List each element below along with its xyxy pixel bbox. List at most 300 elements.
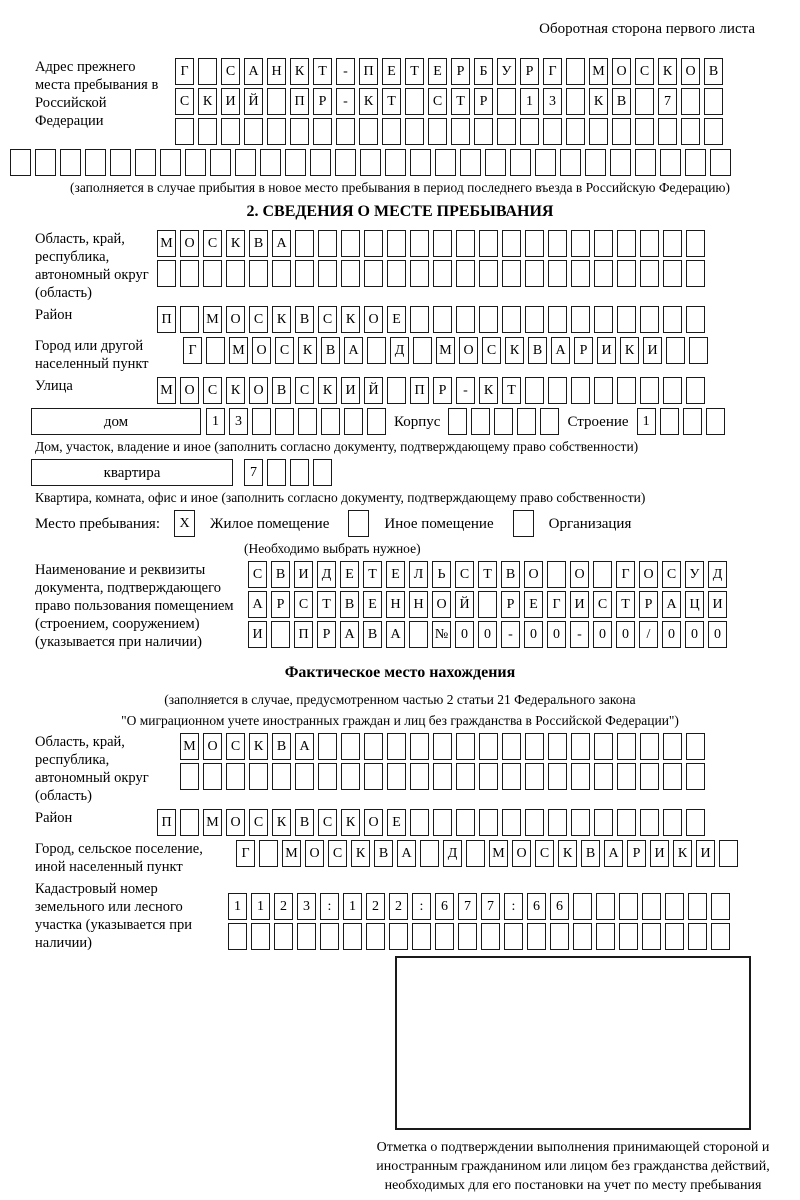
char-box[interactable] — [593, 561, 612, 588]
char-box[interactable] — [550, 923, 569, 950]
char-box[interactable] — [175, 118, 194, 145]
char-box[interactable]: 1 — [228, 893, 247, 920]
char-box[interactable]: О — [512, 840, 531, 867]
char-box[interactable] — [456, 230, 475, 257]
char-box[interactable]: Е — [340, 561, 359, 588]
char-box[interactable] — [320, 923, 339, 950]
char-box[interactable]: О — [364, 306, 383, 333]
char-box[interactable] — [420, 840, 439, 867]
char-box[interactable]: Т — [451, 88, 470, 115]
char-box[interactable]: А — [604, 840, 623, 867]
char-box[interactable]: 1 — [343, 893, 362, 920]
char-box[interactable] — [704, 88, 723, 115]
char-box[interactable]: Е — [428, 58, 447, 85]
char-box[interactable]: Г — [183, 337, 202, 364]
char-box[interactable]: И — [643, 337, 662, 364]
char-box[interactable] — [295, 230, 314, 257]
char-box[interactable] — [341, 763, 360, 790]
char-box[interactable] — [359, 118, 378, 145]
char-box[interactable] — [658, 118, 677, 145]
char-box[interactable]: 0 — [616, 621, 635, 648]
char-box[interactable] — [566, 58, 585, 85]
char-box[interactable]: И — [696, 840, 715, 867]
char-box[interactable] — [433, 260, 452, 287]
char-box[interactable]: М — [589, 58, 608, 85]
char-box[interactable]: К — [351, 840, 370, 867]
char-box[interactable] — [502, 809, 521, 836]
char-box[interactable] — [665, 923, 684, 950]
char-box[interactable]: П — [290, 88, 309, 115]
char-box[interactable] — [364, 733, 383, 760]
char-box[interactable] — [290, 459, 309, 486]
char-box[interactable] — [387, 733, 406, 760]
char-box[interactable] — [660, 408, 679, 435]
char-box[interactable] — [387, 763, 406, 790]
char-box[interactable]: : — [320, 893, 339, 920]
char-box[interactable]: С — [249, 809, 268, 836]
char-box[interactable]: Е — [387, 809, 406, 836]
char-box[interactable] — [660, 149, 681, 176]
char-box[interactable]: В — [272, 377, 291, 404]
char-box[interactable]: Е — [363, 591, 382, 618]
char-box[interactable]: С — [318, 306, 337, 333]
char-box[interactable] — [711, 923, 730, 950]
char-box[interactable]: О — [252, 337, 271, 364]
char-box[interactable] — [180, 260, 199, 287]
char-box[interactable] — [313, 118, 332, 145]
char-box[interactable] — [640, 809, 659, 836]
char-box[interactable] — [681, 118, 700, 145]
char-box[interactable] — [502, 763, 521, 790]
char-box[interactable] — [318, 763, 337, 790]
char-box[interactable] — [479, 763, 498, 790]
char-box[interactable]: П — [359, 58, 378, 85]
char-box[interactable]: Д — [390, 337, 409, 364]
char-box[interactable] — [448, 408, 467, 435]
char-box[interactable] — [573, 923, 592, 950]
char-box[interactable] — [456, 809, 475, 836]
char-box[interactable]: С — [226, 733, 245, 760]
char-box[interactable] — [525, 260, 544, 287]
char-box[interactable] — [527, 923, 546, 950]
char-box[interactable]: Р — [451, 58, 470, 85]
char-box[interactable]: А — [248, 591, 267, 618]
char-box[interactable] — [385, 149, 406, 176]
char-box[interactable]: 0 — [685, 621, 704, 648]
char-box[interactable] — [321, 408, 340, 435]
char-box[interactable]: Ц — [685, 591, 704, 618]
char-box[interactable] — [203, 260, 222, 287]
char-box[interactable] — [364, 763, 383, 790]
char-box[interactable] — [525, 306, 544, 333]
char-box[interactable] — [456, 763, 475, 790]
char-box[interactable] — [704, 118, 723, 145]
char-box[interactable]: В — [374, 840, 393, 867]
char-box[interactable] — [640, 733, 659, 760]
char-box[interactable] — [228, 923, 247, 950]
char-box[interactable]: Е — [524, 591, 543, 618]
char-box[interactable]: 0 — [662, 621, 681, 648]
char-box[interactable]: 3 — [229, 408, 248, 435]
char-box[interactable] — [451, 118, 470, 145]
char-box[interactable] — [456, 306, 475, 333]
char-box[interactable] — [525, 763, 544, 790]
char-box[interactable] — [135, 149, 156, 176]
char-box[interactable]: Т — [382, 88, 401, 115]
char-box[interactable] — [547, 561, 566, 588]
char-box[interactable] — [635, 149, 656, 176]
char-box[interactable] — [313, 459, 332, 486]
char-box[interactable] — [571, 260, 590, 287]
char-box[interactable] — [535, 149, 556, 176]
char-box[interactable]: Р — [627, 840, 646, 867]
char-box[interactable]: Г — [543, 58, 562, 85]
char-box[interactable] — [387, 260, 406, 287]
char-box[interactable] — [617, 230, 636, 257]
char-box[interactable] — [479, 306, 498, 333]
char-box[interactable] — [642, 893, 661, 920]
char-box[interactable] — [617, 733, 636, 760]
char-box[interactable]: Г — [236, 840, 255, 867]
char-box[interactable] — [85, 149, 106, 176]
char-box[interactable] — [343, 923, 362, 950]
char-box[interactable]: Р — [317, 621, 336, 648]
char-box[interactable] — [185, 149, 206, 176]
char-box[interactable] — [344, 408, 363, 435]
char-box[interactable] — [497, 118, 516, 145]
char-box[interactable] — [433, 763, 452, 790]
char-box[interactable]: М — [489, 840, 508, 867]
char-box[interactable] — [252, 408, 271, 435]
char-box[interactable] — [460, 149, 481, 176]
char-box[interactable]: С — [248, 561, 267, 588]
char-box[interactable] — [502, 230, 521, 257]
char-box[interactable]: К — [298, 337, 317, 364]
char-box[interactable] — [226, 260, 245, 287]
char-box[interactable]: Т — [478, 561, 497, 588]
char-box[interactable] — [594, 733, 613, 760]
char-box[interactable]: Е — [386, 561, 405, 588]
char-box[interactable]: 0 — [547, 621, 566, 648]
char-box[interactable]: А — [295, 733, 314, 760]
char-box[interactable]: С — [221, 58, 240, 85]
char-box[interactable] — [494, 408, 513, 435]
char-box[interactable] — [360, 149, 381, 176]
char-box[interactable]: 7 — [481, 893, 500, 920]
char-box[interactable]: С — [318, 809, 337, 836]
char-box[interactable] — [566, 118, 585, 145]
char-box[interactable]: А — [344, 337, 363, 364]
char-box[interactable]: А — [551, 337, 570, 364]
char-box[interactable] — [364, 230, 383, 257]
char-box[interactable] — [663, 763, 682, 790]
char-box[interactable] — [686, 733, 705, 760]
char-box[interactable]: 7 — [244, 459, 263, 486]
char-box[interactable]: В — [528, 337, 547, 364]
char-box[interactable]: 2 — [274, 893, 293, 920]
char-box[interactable]: А — [662, 591, 681, 618]
char-box[interactable] — [474, 118, 493, 145]
char-box[interactable] — [617, 260, 636, 287]
char-box[interactable] — [479, 809, 498, 836]
char-box[interactable]: С — [428, 88, 447, 115]
char-box[interactable]: О — [249, 377, 268, 404]
char-box[interactable] — [566, 88, 585, 115]
char-box[interactable] — [571, 809, 590, 836]
char-box[interactable] — [387, 377, 406, 404]
char-box[interactable] — [203, 763, 222, 790]
char-box[interactable] — [619, 893, 638, 920]
char-box[interactable]: О — [226, 306, 245, 333]
char-box[interactable]: К — [272, 306, 291, 333]
char-box[interactable]: Г — [547, 591, 566, 618]
char-box[interactable] — [548, 809, 567, 836]
char-box[interactable]: И — [597, 337, 616, 364]
char-box[interactable]: М — [203, 809, 222, 836]
char-box[interactable]: Н — [386, 591, 405, 618]
char-box[interactable] — [456, 260, 475, 287]
char-box[interactable] — [683, 408, 702, 435]
char-box[interactable] — [688, 923, 707, 950]
char-box[interactable] — [259, 840, 278, 867]
char-box[interactable]: Е — [387, 306, 406, 333]
char-box[interactable] — [479, 230, 498, 257]
house-box[interactable]: дом — [31, 408, 201, 435]
char-box[interactable] — [686, 377, 705, 404]
char-box[interactable]: А — [272, 230, 291, 257]
apartment-box[interactable]: квартира — [31, 459, 233, 486]
char-box[interactable]: М — [436, 337, 455, 364]
char-box[interactable]: К — [198, 88, 217, 115]
char-box[interactable] — [502, 260, 521, 287]
char-box[interactable]: К — [589, 88, 608, 115]
char-box[interactable]: Т — [502, 377, 521, 404]
char-box[interactable] — [485, 149, 506, 176]
char-box[interactable] — [478, 591, 497, 618]
char-box[interactable]: С — [593, 591, 612, 618]
char-box[interactable]: А — [397, 840, 416, 867]
char-box[interactable]: № — [432, 621, 451, 648]
char-box[interactable]: М — [157, 230, 176, 257]
char-box[interactable] — [594, 230, 613, 257]
char-box[interactable]: Д — [317, 561, 336, 588]
char-box[interactable] — [666, 337, 685, 364]
char-box[interactable]: О — [180, 230, 199, 257]
char-box[interactable] — [210, 149, 231, 176]
char-box[interactable]: Т — [317, 591, 336, 618]
char-box[interactable] — [410, 733, 429, 760]
char-box[interactable] — [318, 733, 337, 760]
char-box[interactable] — [571, 763, 590, 790]
char-box[interactable]: Т — [313, 58, 332, 85]
char-box[interactable] — [235, 149, 256, 176]
char-box[interactable]: К — [272, 809, 291, 836]
char-box[interactable] — [206, 337, 225, 364]
char-box[interactable]: О — [305, 840, 324, 867]
char-box[interactable] — [267, 88, 286, 115]
char-box[interactable] — [635, 88, 654, 115]
char-box[interactable]: 0 — [708, 621, 727, 648]
char-box[interactable] — [382, 118, 401, 145]
char-box[interactable]: 1 — [637, 408, 656, 435]
char-box[interactable] — [410, 306, 429, 333]
char-box[interactable]: В — [340, 591, 359, 618]
char-box[interactable] — [249, 763, 268, 790]
char-box[interactable] — [540, 408, 559, 435]
char-box[interactable]: К — [658, 58, 677, 85]
char-box[interactable]: Й — [364, 377, 383, 404]
char-box[interactable]: С — [635, 58, 654, 85]
char-box[interactable] — [548, 377, 567, 404]
char-box[interactable]: С — [662, 561, 681, 588]
char-box[interactable] — [295, 763, 314, 790]
char-box[interactable] — [272, 763, 291, 790]
char-box[interactable]: В — [612, 88, 631, 115]
char-box[interactable]: : — [504, 893, 523, 920]
residence-checkbox-other[interactable] — [348, 510, 369, 537]
char-box[interactable] — [479, 733, 498, 760]
char-box[interactable]: 6 — [527, 893, 546, 920]
char-box[interactable] — [267, 459, 286, 486]
char-box[interactable] — [410, 260, 429, 287]
char-box[interactable] — [275, 408, 294, 435]
char-box[interactable]: Д — [708, 561, 727, 588]
char-box[interactable] — [433, 306, 452, 333]
char-box[interactable]: К — [290, 58, 309, 85]
char-box[interactable] — [548, 306, 567, 333]
char-box[interactable] — [681, 88, 700, 115]
char-box[interactable] — [367, 337, 386, 364]
char-box[interactable] — [456, 733, 475, 760]
char-box[interactable] — [571, 733, 590, 760]
char-box[interactable]: С — [328, 840, 347, 867]
char-box[interactable] — [548, 260, 567, 287]
char-box[interactable] — [336, 118, 355, 145]
char-box[interactable]: Л — [409, 561, 428, 588]
char-box[interactable] — [548, 230, 567, 257]
char-box[interactable]: И — [294, 561, 313, 588]
char-box[interactable] — [686, 260, 705, 287]
char-box[interactable] — [640, 260, 659, 287]
char-box[interactable]: К — [226, 230, 245, 257]
char-box[interactable]: И — [650, 840, 669, 867]
char-box[interactable]: Т — [616, 591, 635, 618]
char-box[interactable]: С — [203, 377, 222, 404]
char-box[interactable] — [471, 408, 490, 435]
char-box[interactable]: - — [456, 377, 475, 404]
char-box[interactable]: Р — [271, 591, 290, 618]
char-box[interactable] — [663, 733, 682, 760]
residence-checkbox-dwelling[interactable]: X — [174, 510, 195, 537]
char-box[interactable]: - — [336, 88, 355, 115]
char-box[interactable]: В — [363, 621, 382, 648]
char-box[interactable] — [198, 118, 217, 145]
char-box[interactable] — [244, 118, 263, 145]
char-box[interactable] — [497, 88, 516, 115]
char-box[interactable] — [642, 923, 661, 950]
char-box[interactable] — [663, 260, 682, 287]
char-box[interactable]: С — [482, 337, 501, 364]
char-box[interactable] — [110, 149, 131, 176]
char-box[interactable] — [410, 230, 429, 257]
char-box[interactable] — [318, 230, 337, 257]
char-box[interactable] — [341, 733, 360, 760]
char-box[interactable]: Г — [175, 58, 194, 85]
char-box[interactable]: М — [229, 337, 248, 364]
char-box[interactable]: В — [704, 58, 723, 85]
char-box[interactable] — [458, 923, 477, 950]
char-box[interactable]: И — [248, 621, 267, 648]
char-box[interactable] — [157, 260, 176, 287]
char-box[interactable] — [571, 230, 590, 257]
char-box[interactable]: 1 — [251, 893, 270, 920]
char-box[interactable] — [180, 809, 199, 836]
char-box[interactable] — [479, 260, 498, 287]
char-box[interactable]: С — [455, 561, 474, 588]
char-box[interactable]: 1 — [520, 88, 539, 115]
char-box[interactable]: М — [180, 733, 199, 760]
char-box[interactable] — [274, 923, 293, 950]
char-box[interactable] — [481, 923, 500, 950]
char-box[interactable]: Н — [267, 58, 286, 85]
char-box[interactable]: О — [459, 337, 478, 364]
char-box[interactable]: 0 — [524, 621, 543, 648]
char-box[interactable] — [160, 149, 181, 176]
char-box[interactable]: П — [157, 306, 176, 333]
char-box[interactable] — [198, 58, 217, 85]
char-box[interactable]: 3 — [297, 893, 316, 920]
char-box[interactable] — [298, 408, 317, 435]
char-box[interactable] — [310, 149, 331, 176]
char-box[interactable] — [410, 149, 431, 176]
char-box[interactable]: Г — [616, 561, 635, 588]
char-box[interactable]: Р — [639, 591, 658, 618]
char-box[interactable] — [686, 306, 705, 333]
char-box[interactable] — [413, 337, 432, 364]
char-box[interactable] — [412, 923, 431, 950]
char-box[interactable]: О — [432, 591, 451, 618]
char-box[interactable] — [596, 923, 615, 950]
char-box[interactable] — [594, 377, 613, 404]
char-box[interactable]: В — [321, 337, 340, 364]
char-box[interactable]: С — [295, 377, 314, 404]
char-box[interactable] — [640, 763, 659, 790]
char-box[interactable]: - — [501, 621, 520, 648]
char-box[interactable] — [596, 893, 615, 920]
char-box[interactable] — [594, 809, 613, 836]
char-box[interactable]: Ь — [432, 561, 451, 588]
char-box[interactable]: Р — [574, 337, 593, 364]
char-box[interactable] — [663, 377, 682, 404]
char-box[interactable] — [665, 893, 684, 920]
char-box[interactable] — [543, 118, 562, 145]
char-box[interactable]: С — [249, 306, 268, 333]
char-box[interactable] — [525, 733, 544, 760]
char-box[interactable]: И — [221, 88, 240, 115]
char-box[interactable]: Р — [313, 88, 332, 115]
char-box[interactable] — [548, 763, 567, 790]
char-box[interactable] — [686, 809, 705, 836]
char-box[interactable] — [60, 149, 81, 176]
char-box[interactable]: В — [295, 306, 314, 333]
char-box[interactable]: Т — [363, 561, 382, 588]
char-box[interactable]: Е — [382, 58, 401, 85]
char-box[interactable] — [711, 893, 730, 920]
char-box[interactable] — [504, 923, 523, 950]
char-box[interactable]: М — [203, 306, 222, 333]
char-box[interactable] — [260, 149, 281, 176]
char-box[interactable] — [367, 408, 386, 435]
